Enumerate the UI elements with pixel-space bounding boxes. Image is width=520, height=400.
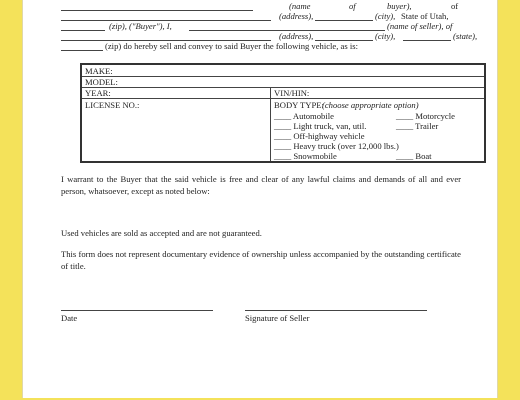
vehicle-details-table [80, 63, 486, 163]
seller-city-label: (city), [375, 31, 396, 41]
option-automobile[interactable]: ____ Automobile [274, 111, 334, 121]
seller-signature-line[interactable] [245, 310, 427, 311]
buyer-city-line[interactable] [315, 20, 373, 21]
buyer-label: buyer), [387, 1, 412, 11]
date-line[interactable] [61, 310, 213, 311]
state-utah-label: State of Utah, [401, 11, 449, 21]
year-label: YEAR: [85, 88, 111, 98]
body-type-label: BODY TYPE: [274, 100, 324, 110]
date-label: Date [61, 313, 78, 323]
seller-name-label: (name of seller), of [387, 21, 453, 31]
zip-buyer-label: (zip), ("Buyer"), I, [109, 21, 172, 31]
body-type-note: (choose appropriate option) [322, 100, 419, 110]
seller-address-label: (address), [279, 31, 314, 41]
buyer-zip-line[interactable] [61, 30, 105, 31]
option-boat[interactable]: ____ Boat [396, 151, 432, 161]
seller-state-label: (state), [453, 31, 478, 41]
used-vehicle-notice: Used vehicles are sold as accepted and are not guaranteed. [61, 228, 262, 238]
buyer-name-line[interactable] [61, 10, 253, 11]
option-light-truck[interactable]: ____ Light truck, van, util. [274, 121, 367, 131]
option-trailer[interactable]: ____ Trailer [396, 121, 439, 131]
option-off-highway[interactable]: ____ Off-highway vehicle [274, 131, 365, 141]
vin-label: VIN/HIN: [274, 88, 310, 98]
option-snowmobile[interactable]: ____ Snowmobile [274, 151, 337, 161]
of-label: of [349, 1, 356, 11]
seller-state-line[interactable] [403, 40, 451, 41]
year-vin-row [82, 87, 484, 99]
address-label: (address), [279, 11, 314, 21]
license-label: LICENSE NO.: [85, 100, 140, 110]
model-label: MODEL: [85, 77, 118, 87]
seller-signature-label: Signature of Seller [245, 313, 310, 323]
option-heavy-truck[interactable]: ____ Heavy truck (over 12,000 lbs.) [274, 141, 399, 151]
of-label-2: of [451, 1, 459, 11]
seller-zip-line[interactable] [61, 50, 103, 51]
name-label: (name [289, 1, 311, 11]
convey-statement: (zip) do hereby sell and convey to said Buyer the following vehicle, as is: [105, 41, 358, 51]
make-label: MAKE: [85, 66, 113, 76]
ownership-notice: This form does not represent documentary evidence of ownership unless accompanied by the outstanding certificate of title. [61, 249, 461, 271]
table-divider [270, 87, 271, 161]
city-label: (city), [375, 11, 396, 21]
bill-of-sale-page [22, 0, 498, 398]
option-motorcycle[interactable]: ____ Motorcycle [396, 111, 455, 121]
warranty-paragraph: I warrant to the Buyer that the said vehicle is free and clear of any lawful claims and demands of all and ever person, whatsoever, except as noted below: [61, 174, 461, 196]
